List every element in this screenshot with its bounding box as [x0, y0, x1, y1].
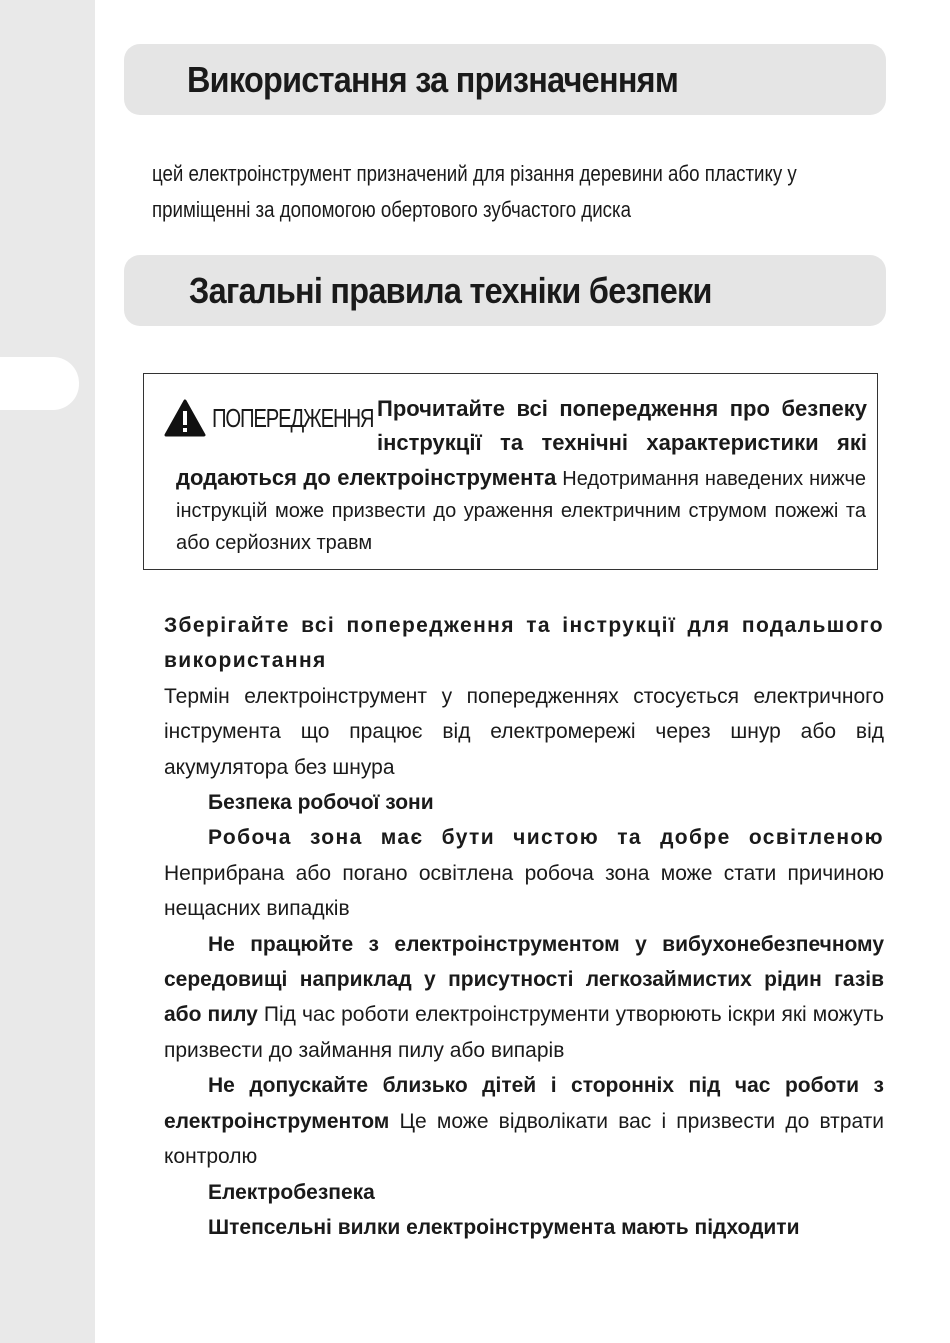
rule-save-instructions: Зберігайте всі попередження та інструкції для подальшого використання — [164, 614, 884, 673]
warning-label-text: ПОПЕРЕДЖЕННЯ — [212, 402, 374, 433]
rule-children: Не допускайте близько дітей і сторонніх під час роботи з електроінструментом Це може відволікати вас і призвести до втрати контролю — [164, 1074, 885, 1169]
rule-plugs: Штепсельні вилки електроінструмента мають підходити — [208, 1215, 800, 1239]
page-margin-strip — [0, 0, 95, 1343]
rule-work-area-clean: Робоча зона має бути чистою та добре освітленою Неприбрана або погано освітлена робоча зона може стати причиною нещасних випадків — [164, 826, 884, 921]
warning-box — [143, 373, 878, 570]
warning-heading: Прочитайте всі попередження про безпеку інструкції та технічні характеристики які — [377, 396, 867, 455]
section-heading-intended-use — [124, 44, 886, 115]
rule-explosive-environment: Не працюйте з електроінструментом у вибухонебезпечному середовищі наприклад у присутності легкозаймистих рідин газів або пилу Під час роботи електроінструменти утворюють іскри які можуть призвести до займання пилу або випарів — [164, 932, 884, 1062]
warning-triangle-icon — [164, 399, 206, 437]
warning-text: Недотримання наведених нижче інструкцій може призвести до ураження електричним струмом пожежі та або серйозних травм — [176, 468, 866, 554]
section-heading-safety-rules — [124, 255, 886, 326]
warning-heading-continued: додаються до електроінструмента — [176, 465, 557, 490]
section-title: Загальні правила техніки безпеки — [189, 269, 712, 311]
warning-body — [176, 462, 866, 559]
subheading-work-area: Безпека робочої зони — [208, 791, 434, 815]
page-tab-marker — [0, 357, 79, 410]
section-title: Використання за призначенням — [187, 58, 679, 100]
safety-rules-content — [164, 608, 884, 1245]
subheading-electrical-safety: Електробезпека — [208, 1180, 375, 1204]
intended-use-text: цей електроінструмент призначений для різання деревини або пластику у приміщенні за допомогою обертового зубчастого диска — [152, 161, 797, 222]
rule-term-definition: Термін електроінструмент у попередженнях стосується електричного інструмента що працює від електромережі через шнур або від акумулятора без шнура — [164, 684, 884, 779]
